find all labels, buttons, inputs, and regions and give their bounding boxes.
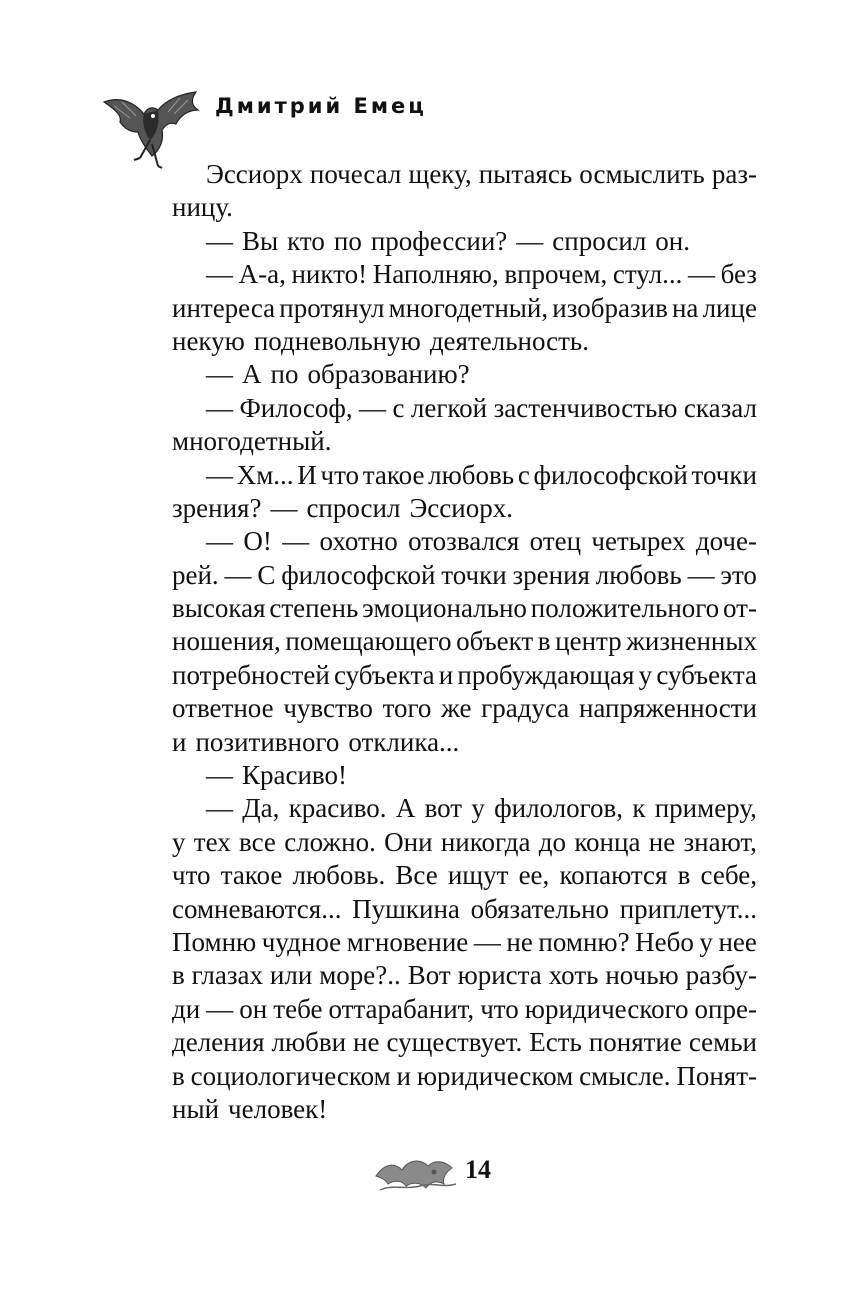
- text-line: — Вы кто по профессии? — спросил он.: [206, 225, 690, 256]
- text-line: — Философ, — с легкой застенчивостью сказал: [206, 392, 757, 423]
- text-line: что такое любовь. Все ищут ее, копаются в себе,: [172, 860, 757, 891]
- text-line: ди — он тебе оттарабанит, что юридического опре-: [172, 993, 757, 1024]
- text-line: — Да, красиво. А вот у филологов, к примеру,: [206, 793, 757, 824]
- text-line: в социологическом и юридическом смысле. Понят-: [172, 1060, 757, 1091]
- text-line: ответное чувство того же градуса напряженности: [172, 693, 757, 724]
- text-line: потребностей субъекта и пробуждающая у субъекта: [172, 659, 757, 690]
- text-line: — А по образованию?: [206, 359, 470, 390]
- vine-ornament-icon: [372, 1150, 462, 1195]
- text-line: интереса протянул многодетный, изобразив на лице: [172, 292, 757, 323]
- text-line: — Хм... И что такое любовь с философской точки: [206, 459, 757, 490]
- text-line: Эссиорх почесал щеку, пытаясь осмыслить раз-: [206, 159, 757, 189]
- text-line: деления любви не существует. Есть понятие семьи: [172, 1027, 757, 1058]
- text-line: и позитивного отклика...: [172, 726, 460, 757]
- author-name: Дмитрий Емец: [215, 94, 427, 118]
- text-line: — Красиво!: [206, 760, 347, 791]
- page-body-text: [172, 158, 757, 1126]
- text-line: в глазах или море?.. Вот юриста хоть ночью разбу-: [172, 960, 757, 991]
- text-line: некую подневольную деятельность.: [172, 325, 589, 356]
- page-number: 14: [465, 1155, 491, 1184]
- text-line: ницу.: [172, 192, 233, 223]
- text-line: высокая степень эмоционально положительного от-: [172, 593, 757, 624]
- text-line: у тех все сложно. Они никогда до конца не знают,: [172, 826, 757, 857]
- text-line: сомневаются... Пушкина обязательно приплетут...: [172, 893, 757, 924]
- text-line: рей. — С философской точки зрения любовь — это: [172, 559, 757, 590]
- text-line: Помню чудное мгновение — не помню? Небо у нее: [172, 926, 757, 957]
- text-line: многодетный.: [172, 426, 332, 457]
- text-line: — О! — охотно отозвался отец четырех доче-: [206, 526, 757, 557]
- text-line: — А-а, никто! Наполняю, впрочем, стул... — без: [206, 259, 757, 290]
- page-footer: [372, 1150, 502, 1195]
- text-line: ношения, помещающего объект в центр жизненных: [172, 626, 757, 657]
- text-line: зрения? — спросил Эссиорх.: [172, 492, 513, 523]
- text-line: ный человек!: [172, 1093, 328, 1124]
